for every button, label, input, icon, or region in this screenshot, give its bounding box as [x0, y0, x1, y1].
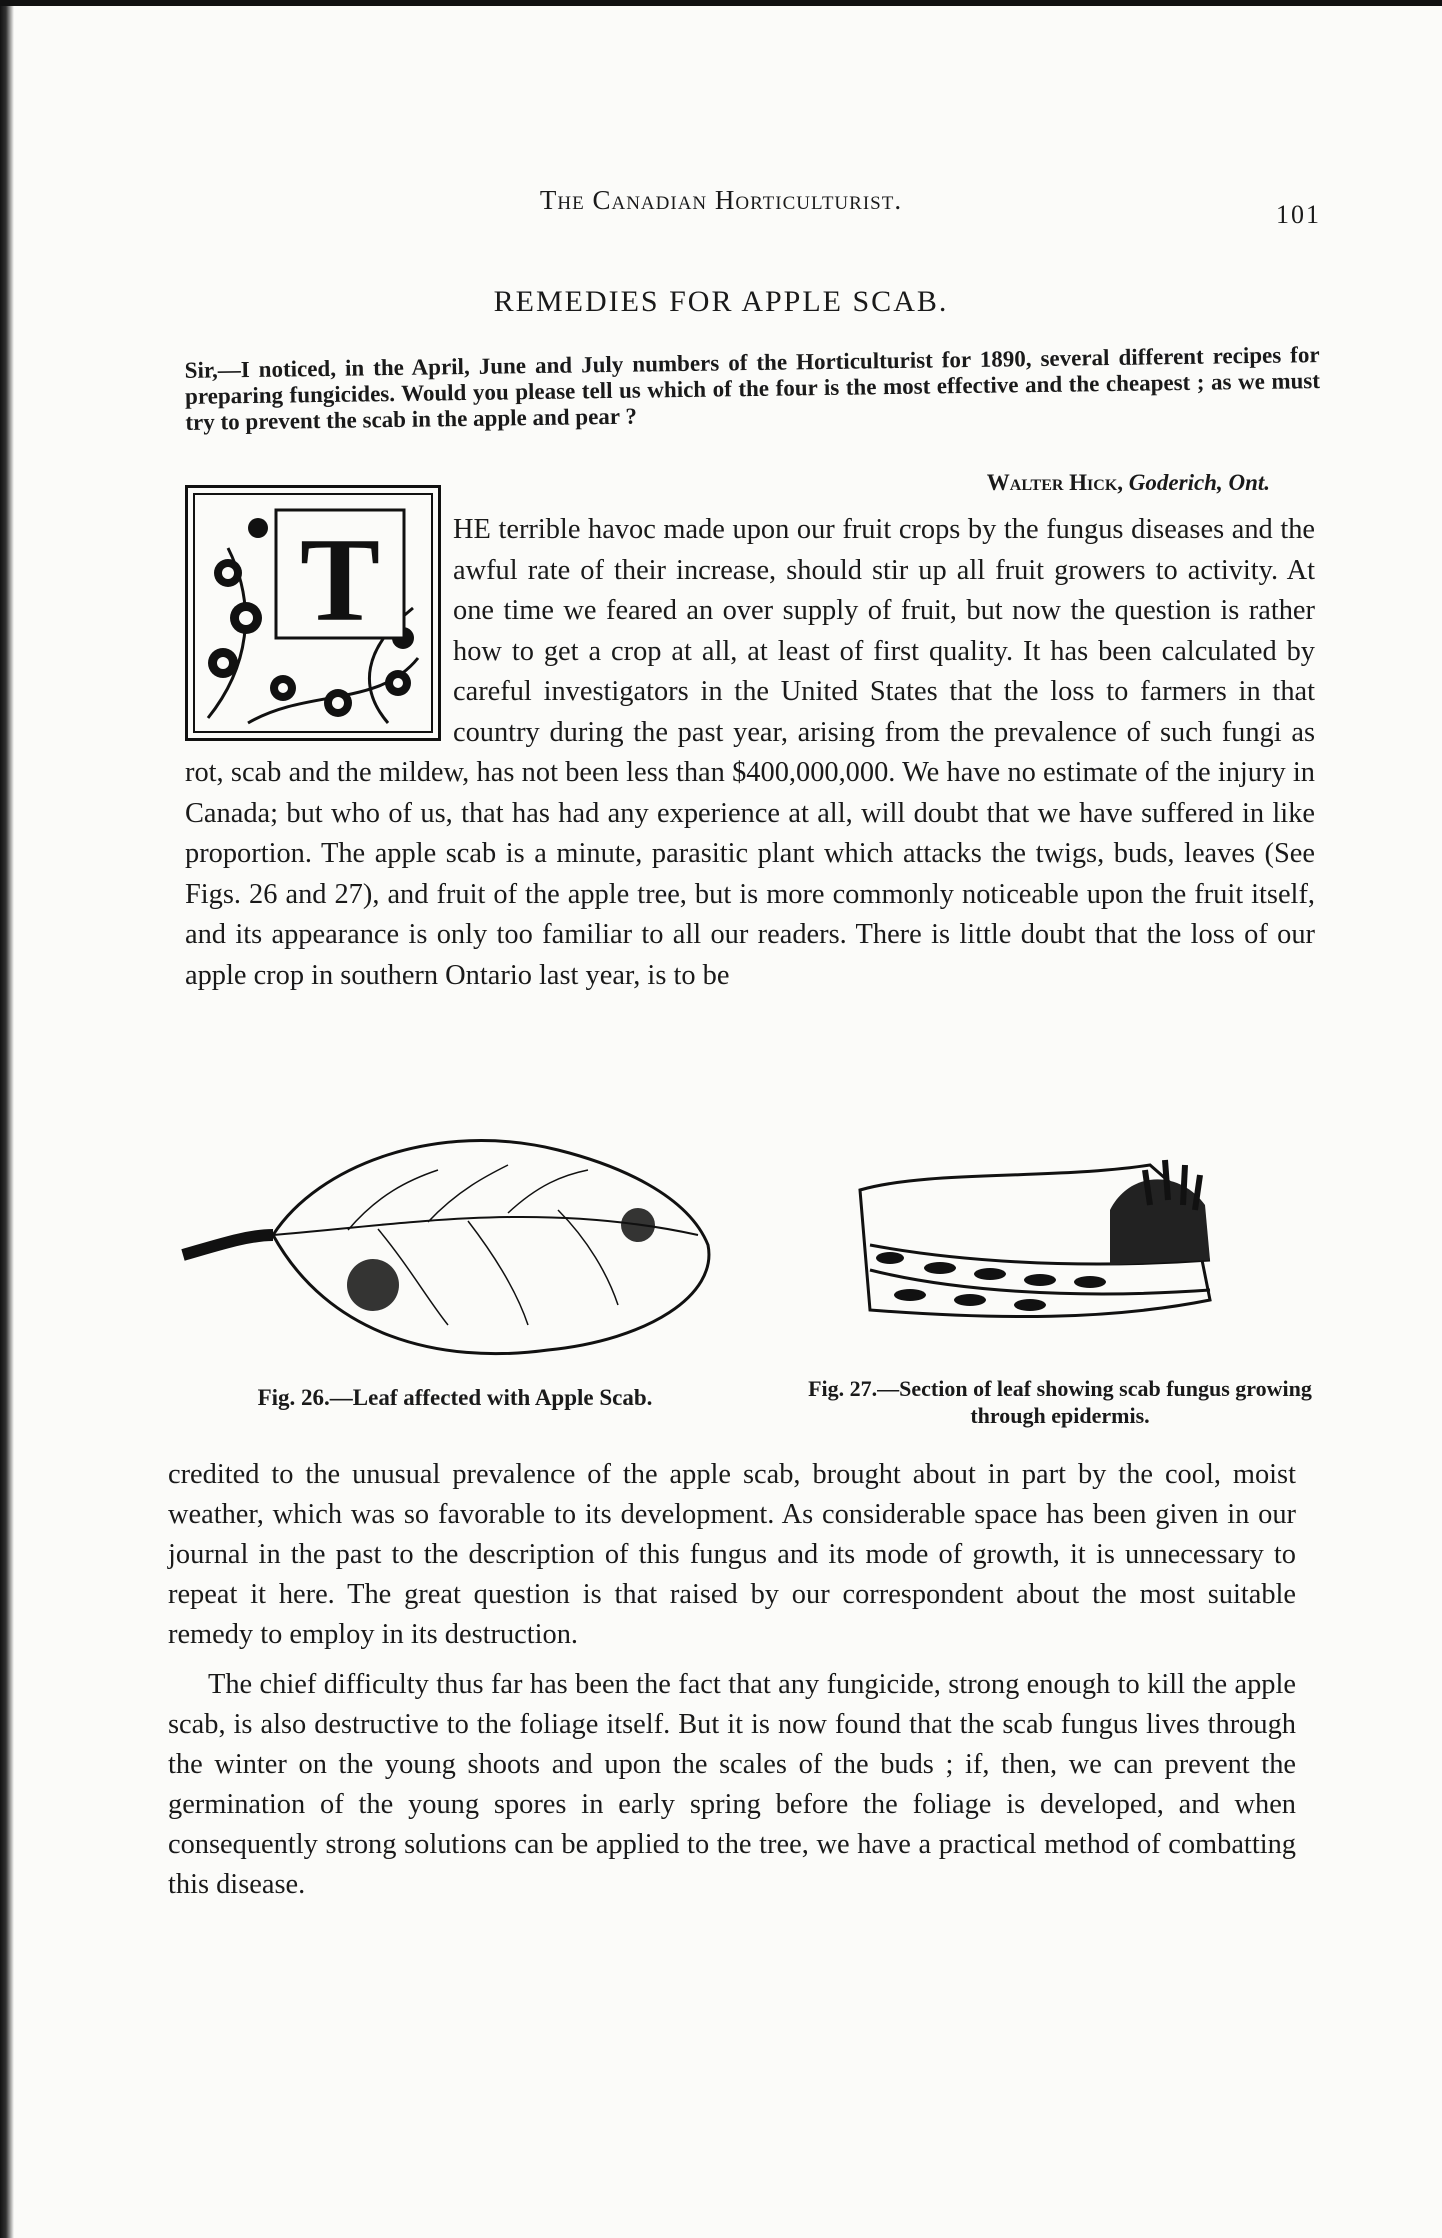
paragraph-1-text: HE terrible havoc made upon our fruit crops by the fungus diseases and the awful rate of their increase, should stir up all fruit growers to activity. At one time we feared an over supply of fruit, but now the question is rather how to get a crop at all, at least of first quality. It has been calculated by careful investigators in the United States that the loss to farmers in that country during the past year, arising from the prevalence of such fungi as rot, scab and the mildew, has not been less than $400,000,000. We have no estimate of the injury in Canada; but who of us, that has had any experience at all, will doubt that we have suffered in like proportion. The apple scab is a minute, parasitic plant which attacks the twigs, buds, leaves (See Figs. 26 and 27), and fruit of the apple tree, but is more commonly noticeable upon the fruit itself, and its appearance is only too familiar to all our readers. There is little doubt that the loss of our apple crop in southern Ontario last year, is to be — [185, 514, 1315, 991]
letter-signature — [760, 470, 1270, 496]
article-title: REMEDIES FOR APPLE SCAB. — [493, 285, 949, 318]
page-number: 101 — [1276, 200, 1321, 229]
figure-26-leaf — [178, 1125, 723, 1370]
paragraph-3-text: The chief difficulty thus far has been the fact that any fungicide, strong enough to kill the apple scab, is also destructive to the foliage itself. But it is now found that the scab fungus lives through the winter on the young shoots and upon the scales of the buds ; if, then, we can prevent the germination of the young spores in early spring before the foliage is developed, and when consequently strong solutions can be applied to the tree, we have a practical method of combatting this disease. — [168, 1669, 1296, 1900]
leaf-illustration — [178, 1125, 723, 1370]
figure-26-caption: Fig. 26.—Leaf affected with Apple Scab. — [257, 1385, 653, 1410]
paragraph-2-text: credited to the unusual prevalence of the apple scab, brought about in part by the cool, moist weather, which was so favorable to its development. As considerable space has been given in our journal in the past to the description of this fungus and its mode of growth, it is unnecessary to repeat it here. The great question is that raised by our correspondent about the most suitable remedy to employ in its destruction. — [168, 1459, 1296, 1650]
correspondent-letter: Sir,—I noticed, in the April, June and July numbers of the Horticulturist for 1890, several different recipes for preparing fungicides. Would you please tell us which of the four is the most effective and the cheapest ; as we must try to prevent the scab in the apple and pear ? — [184, 342, 1321, 435]
article-continuation — [168, 1455, 1296, 1905]
scan-edge-top — [0, 0, 1442, 6]
figure-27-caption: Fig. 27.—Section of leaf showing scab fungus growing through epidermis. — [808, 1376, 1312, 1428]
scan-edge-left — [0, 0, 14, 2238]
drop-cap-letter: T — [299, 513, 381, 646]
figure-27-section — [850, 1150, 1230, 1340]
section-illustration — [850, 1150, 1230, 1340]
running-head: The Canadian Horticulturist. — [539, 185, 903, 215]
article-paragraph-1 — [185, 510, 1315, 996]
letter-author: Walter Hick, — [986, 470, 1124, 495]
letter-place: Goderich, Ont. — [1128, 470, 1270, 495]
